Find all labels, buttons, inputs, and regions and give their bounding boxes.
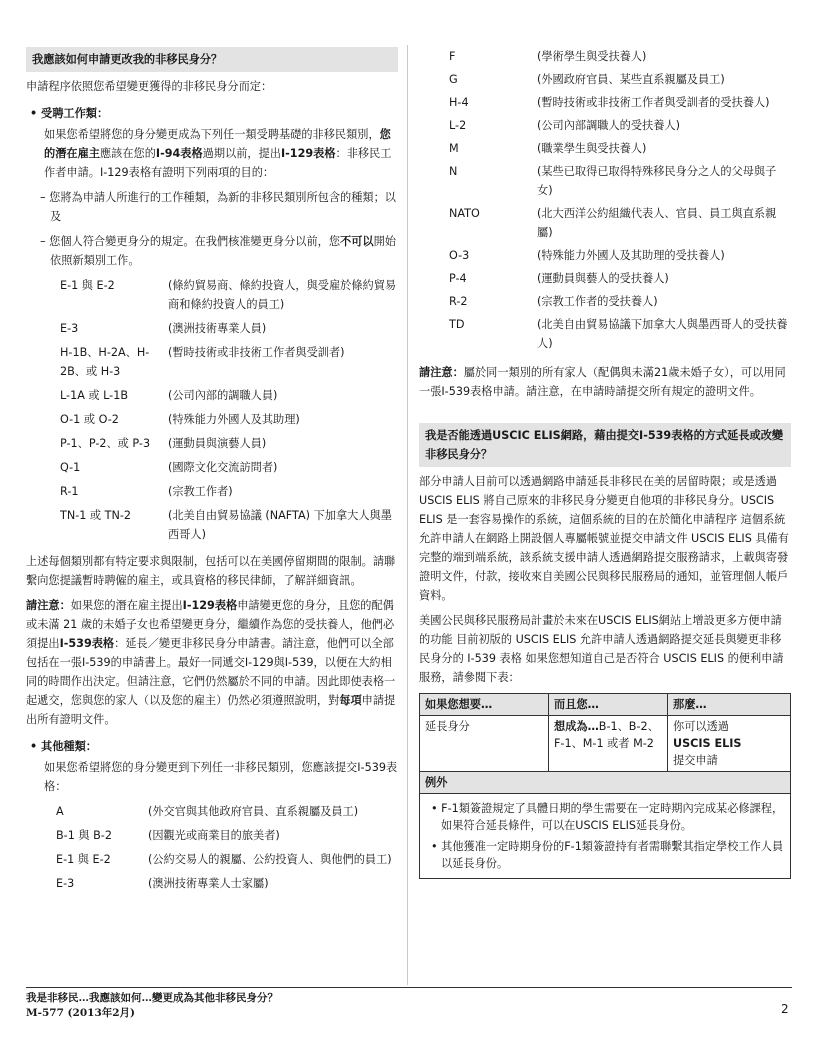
visa-code: P-4 — [449, 272, 467, 285]
visa-code: H-1B、H-2A、H-2B、或 H-3 — [60, 346, 150, 378]
visa-code: TN-1 或 TN-2 — [60, 509, 132, 522]
left-column — [26, 47, 398, 898]
visa-row — [449, 116, 791, 135]
visa-row — [60, 276, 398, 314]
visa-row — [449, 204, 791, 242]
visa-row — [60, 319, 398, 338]
employment-paragraph: 如果您希望將您的身分變更成為下列任一類受聘基礎的非移民類別，您的潛在雇主應該在您的I-94表格過期以前，提出I-129表格：非移民工作者申請。I-129表格有證明下列兩項的目的： — [44, 128, 392, 179]
page-number: 2 — [781, 1002, 789, 1016]
visa-description: (條約貿易商、條約投資人，與受雇於條約貿易商和條約投資人的員工) — [168, 279, 397, 311]
visa-description: (因觀光或商業目的旅美者) — [148, 829, 280, 842]
dash-item-eligibility: – 您個人符合變更身分的規定。在我們核准變更身分以前，您不可以開始依照新類別工作。 — [40, 235, 396, 267]
visa-code: L-2 — [449, 119, 467, 132]
footer-rule — [26, 987, 792, 988]
visa-code: R-1 — [60, 485, 79, 498]
visa-description: (外國政府官員、某些直系親屬及員工) — [537, 73, 725, 86]
exceptions-heading: 例外 — [420, 772, 791, 794]
visa-code: NATO — [449, 207, 480, 220]
visa-description: (宗教工作者的受扶養人) — [537, 295, 658, 308]
visa-code: Q-1 — [60, 461, 81, 474]
other-visa-list — [56, 802, 398, 893]
visa-row — [449, 70, 791, 89]
visa-description: (宗教工作者) — [168, 485, 233, 498]
right-column — [419, 47, 791, 879]
table-header: 而且您… — [549, 694, 668, 716]
other-intro: 如果您希望將您的身分變更到下列任一非移民類別，您應該提交I-539表格： — [44, 761, 398, 793]
visa-row — [449, 47, 791, 66]
visa-description: (公司內部調職人的受扶養人) — [537, 119, 680, 132]
visa-code: L-1A 或 L-1B — [60, 389, 129, 402]
visa-description: (暫時技術或非技術工作者與受訓者) — [168, 346, 345, 359]
visa-code: E-1 與 E-2 — [60, 279, 115, 292]
visa-row — [60, 482, 398, 501]
note-paragraph: 請注意：如果您的潛在雇主提出I-129表格申請變更您的身分，且您的配偶或未滿 21 歲的未婚子女也希望變更身分，繼續作為您的受扶養人，他們必須提出I-539表格：延長／變更非移民身分申請書。請注意，他們可以全部包括在一張I-539的申請書上。最好一同遞交I-129與I-539，以便在大約相同的時間作出決定。但請注意，它們仍然屬於不同的申請。因此即使表格一起遞交，您與您的家人（以及您的雇主）仍然必須遵照說明，對每項申請提出所有證明文件。 — [26, 599, 396, 726]
elis-paragraph-1: 部分申請人目前可以透過網路申請延長非移民在美的居留時限；或是透過 USCIS ELIS 將自己原來的非移民身分變更自他項的非移民身分。USCIS ELIS 是一套容易操作的系統，這個系統的目的在於簡化申請程序 這個系統允許申請人在網路上開設個人專屬帳號並提交申請文件 USCIS ELIS 具備有完整的端到端系統，該系統支援申請人透過網路提交服務請求，上載與寄發證明文件，付款，接收來自美國公民與移民服務局的通知，並管理個人帳戶資料。 — [419, 475, 789, 602]
visa-code: N — [449, 165, 458, 178]
visa-code: H-4 — [449, 96, 469, 109]
section-heading: 我應該如何申請更改我的非移民身分？ — [26, 47, 398, 72]
employment-visa-list — [60, 276, 398, 544]
other-heading: • 其他種類： — [30, 740, 97, 753]
table-cell: 想成為…B-1、B-2、F-1、M-1 或者 M-2 — [549, 716, 668, 772]
visa-description: (某些已取得已取得特殊移民身分之人的父母與子女) — [537, 165, 777, 197]
visa-row — [56, 826, 398, 845]
elis-eligibility-table — [419, 693, 791, 879]
visa-code: E-3 — [56, 877, 75, 890]
visa-description: (國際文化交流訪問者) — [168, 461, 278, 474]
visa-row — [449, 315, 791, 353]
visa-row — [449, 139, 791, 158]
exception-item: • 其他獲准一定時期身份的F-1類簽證持有者需聯繫其指定學校工作人員以延長身份。 — [431, 840, 784, 870]
visa-row — [449, 93, 791, 112]
table-header-row — [420, 694, 791, 716]
visa-code: O-3 — [449, 249, 470, 262]
visa-code: M — [449, 142, 459, 155]
visa-description: (外交官與其他政府官員、直系親屬及員工) — [148, 805, 359, 818]
dependent-visa-list — [449, 47, 791, 353]
footer — [26, 991, 278, 1021]
visa-code: G — [449, 73, 458, 86]
visa-description: (運動員與藝人的受扶養人) — [537, 272, 669, 285]
table-row — [420, 794, 791, 879]
visa-description: (公司內部的調職人員) — [168, 389, 278, 402]
visa-description: (北美自由貿易協議 (NAFTA) 下加拿大人與墨西哥人) — [168, 509, 392, 541]
footer-title: 我是非移民…我應該如何…變更成為其他非移民身分？ — [26, 992, 278, 1004]
visa-row — [449, 162, 791, 200]
visa-description: (澳洲技術專業人士家屬) — [148, 877, 269, 890]
visa-code: B-1 與 B-2 — [56, 829, 112, 842]
elis-heading: 我是否能透過USCIC ELIS網路，藉由提交I-539表格的方式延長或改變非移民身分？ — [419, 423, 791, 467]
visa-code: F — [449, 50, 456, 63]
note2-paragraph: 請注意：屬於同一類別的所有家人（配偶與未滿21歲未婚子女），可以用同一張I-539表格申請。請注意，在申請時請提交所有規定的證明文件。 — [419, 366, 786, 398]
visa-description: (暫時技術或非技術工作者與受訓者的受扶養人) — [537, 96, 770, 109]
exception-item: • F-1類簽證規定了具體日期的學生需要在一定時期內完成某必修課程，如果符合延長條件，可以在USCIS ELIS延長身份。 — [431, 802, 784, 832]
table-cell: 你可以透過 USCIS ELIS 提交申請 — [668, 716, 791, 772]
visa-code: E-3 — [60, 322, 79, 335]
visa-row — [56, 802, 398, 821]
visa-code: O-1 或 O-2 — [60, 413, 119, 426]
table-row — [420, 772, 791, 794]
visa-row — [449, 269, 791, 288]
elis-paragraph-2: 美國公民與移民服務局計畫於未來在USCIS ELIS網站上增設更多方便申請的功能 目前初版的 USCIS ELIS 允許申請人透過網路提交延長與變更非移民身分的 I-539 表格 如果您想知道自己是否符合 USCIS ELIS 的便利申請服務，請參閱下表： — [419, 614, 784, 684]
limits-paragraph: 上述每個類別都有特定要求與限制，包括可以在美國停留期間的限制。請聯繫向您提議暫時聘僱的雇主，或具資格的移民律師，了解詳細資訊。 — [26, 555, 396, 587]
table-header: 那麼… — [668, 694, 791, 716]
visa-code: E-1 與 E-2 — [56, 853, 111, 866]
column-divider — [407, 45, 408, 985]
visa-row — [60, 458, 398, 477]
visa-row — [60, 343, 398, 381]
visa-code: R-2 — [449, 295, 468, 308]
visa-row — [60, 410, 398, 429]
visa-row — [449, 246, 791, 265]
visa-row — [56, 874, 398, 893]
visa-description: (公約交易人的親屬、公約投資人、與他們的員工) — [148, 853, 392, 866]
visa-description: (澳洲技術專業人員) — [168, 322, 267, 335]
dash-item-work-type: – 您將為申請人所進行的工作種類，為新的非移民類別所包含的種類；以及 — [40, 191, 396, 223]
table-cell: 延長身分 — [420, 716, 549, 772]
visa-row — [449, 292, 791, 311]
visa-description: (學術學生與受扶養人) — [537, 50, 647, 63]
visa-description: (北大西洋公約組織代表人、官員、員工與直系親屬) — [537, 207, 777, 239]
visa-row — [60, 386, 398, 405]
visa-code: TD — [449, 318, 465, 331]
table-header: 如果您想要… — [420, 694, 549, 716]
visa-row — [60, 506, 398, 544]
visa-code: P-1、P-2、或 P-3 — [60, 437, 151, 450]
exceptions-cell — [420, 794, 791, 879]
table-row — [420, 716, 791, 772]
footer-form-number: M-577 (2013年2月) — [26, 1007, 136, 1019]
visa-description: (職業學生與受扶養人) — [537, 142, 647, 155]
visa-description: (北美自由貿易協議下加拿大人與墨西哥人的受扶養人) — [537, 318, 788, 350]
visa-description: (運動員與演藝人員) — [168, 437, 267, 450]
employment-heading: • 受聘工作類： — [30, 107, 109, 120]
visa-row — [60, 434, 398, 453]
visa-row — [56, 850, 398, 869]
visa-code: A — [56, 805, 64, 818]
intro-text: 申請程序依照您希望變更獲得的非移民身分而定： — [26, 80, 273, 93]
visa-description: (特殊能力外國人及其助理的受扶養人) — [537, 249, 725, 262]
visa-description: (特殊能力外國人及其助理) — [168, 413, 300, 426]
